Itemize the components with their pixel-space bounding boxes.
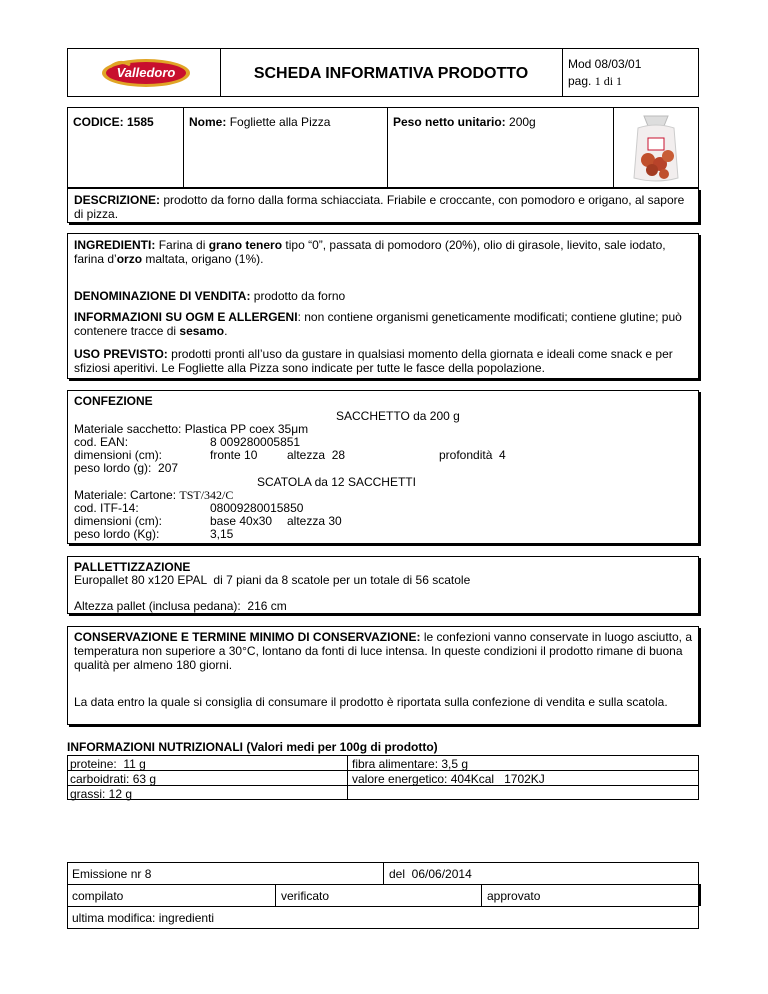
header — [67, 48, 699, 97]
bag-title: SACCHETTO da 200 g — [336, 409, 460, 423]
ogm-text-2: . — [224, 324, 228, 338]
bag-front: fronte 10 — [210, 448, 258, 462]
pallet-box — [67, 556, 699, 614]
weight-value: 200g — [509, 115, 536, 129]
storage-text-2: La data entro la quale si consiglia di consumare il prodotto è riportata sulla confezione di vendita e sulla scatola. — [74, 695, 668, 709]
pallet-line-1: Europallet 80 x120 EPAL di 7 piani da 8 scatole per un totale di 56 scatole — [74, 573, 471, 587]
box-height: altezza 30 — [287, 514, 342, 528]
ingredient-wheat: grano tenero — [208, 238, 283, 252]
bag-depth: profondità 4 — [439, 448, 506, 462]
description-label: DESCRIZIONE: — [74, 193, 161, 207]
box-dim-label: dimensioni (cm): — [74, 514, 163, 528]
ingredients-box — [67, 233, 699, 379]
ean-label: cod. EAN: — [74, 435, 129, 449]
product-photo — [624, 112, 688, 184]
emission-number: Emissione nr 8 — [72, 867, 152, 881]
product-name — [189, 115, 330, 129]
pallet-line-2: Altezza pallet (inclusa pedana): 216 cm — [74, 599, 287, 613]
nutrition-title: INFORMAZIONI NUTRIZIONALI (Valori medi per 100g di prodotto) — [67, 740, 438, 754]
footer-table — [67, 862, 699, 929]
ingredient-barley: orzo — [116, 252, 143, 266]
nutrition-fat: grassi: 12 g — [70, 787, 133, 801]
module-code: Mod 08/03/01 — [568, 57, 642, 71]
denomination-value: prodotto da forno — [253, 289, 346, 303]
ean-value: 8 009280005851 — [210, 435, 301, 449]
box-material-value: TST/342/C — [179, 488, 234, 502]
ogm-label: INFORMAZIONI SU OGM E ALLERGENI — [74, 310, 298, 324]
box-gross-label: peso lordo (Kg): — [74, 527, 160, 541]
compiled-label: compilato — [72, 889, 124, 903]
nutrition-carbs: carboidrati: 63 g — [70, 772, 157, 786]
weight-label: Peso netto unitario: — [393, 115, 506, 129]
storage-label: CONSERVAZIONE E TERMINE MINIMO DI CONSERVAZIONE: — [74, 630, 421, 644]
description-text: prodotto da forno dalla forma schiacciata. Friabile e croccante, con pomodoro e origano, al sapore di pizza. — [74, 193, 685, 221]
box-base: base 40x30 — [210, 514, 273, 528]
itf-value: 08009280015850 — [210, 501, 304, 515]
nutrition-fiber: fibra alimentare: 3,5 g — [352, 757, 469, 771]
page-value: 1 di 1 — [594, 74, 623, 88]
box-title: SCATOLA da 12 SACCHETTI — [257, 475, 416, 489]
name-label: Nome: — [189, 115, 227, 129]
nutrition-protein: proteine: 11 g — [70, 757, 146, 771]
nutrition-table — [67, 755, 699, 800]
page-number — [568, 74, 622, 89]
logo-text: Valledoro — [116, 65, 176, 80]
name-value: Fogliette alla Pizza — [229, 115, 331, 129]
bag-dim-label: dimensioni (cm): — [74, 448, 163, 462]
page-title: SCHEDA INFORMATIVA PRODOTTO — [253, 65, 529, 82]
product-weight — [393, 115, 536, 129]
ingredients-text-2: tipo “0”, passata di pomodoro (20%), olio di girasole, lievito, sale iodato, farina d’ — [74, 238, 666, 266]
ogm-text-1: : non contiene organismi geneticamente modificati; contiene glutine; può contenere tracce di — [74, 310, 682, 338]
usage-value: prodotti pronti all’uso da gustare in qualsiasi momento della giornata e ideali come snack e per sfiziosi aperitivi. Le Fogliette alla Pizza sono indicate per tutte le fasce della popolazione. — [74, 347, 673, 375]
allergen-sesame: sesamo — [179, 324, 225, 338]
product-code: CODICE: 1585 — [73, 115, 154, 129]
denomination-label: DENOMINAZIONE DI VENDITA: — [74, 289, 251, 303]
emission-date: del 06/06/2014 — [389, 867, 472, 881]
ingredients-text-3: maltata, origano (1%). — [145, 252, 264, 266]
ingredients-text-1: Farina di — [158, 238, 206, 252]
bag-material: Materiale sacchetto: Plastica PP coex 35μm — [74, 422, 309, 436]
bag-height: altezza 28 — [287, 448, 346, 462]
itf-label: cod. ITF-14: — [74, 501, 139, 515]
box-material-label: Materiale: Cartone: — [74, 488, 177, 502]
usage-label: USO PREVISTO: — [74, 347, 168, 361]
page-prefix: pag. — [568, 74, 592, 88]
nutrition-energy: valore energetico: 404Kcal 1702KJ — [352, 772, 545, 786]
verified-label: verificato — [281, 889, 330, 903]
packaging-label: CONFEZIONE — [74, 394, 153, 408]
company-logo — [100, 57, 192, 89]
product-info — [67, 107, 699, 188]
packaging-box — [67, 390, 699, 544]
approved-label: approvato — [487, 889, 541, 903]
storage-box — [67, 626, 699, 725]
storage-text: le confezioni vanno conservate in luogo asciutto, a temperatura non superiore a 30°C, lontano da fonti di luce intensa. In queste condizioni il prodotto rimane di buona qualità per almeno 180 giorni. — [74, 630, 692, 672]
pallet-label: PALLETTIZZAZIONE — [74, 560, 191, 574]
box-gross-value: 3,15 — [210, 527, 234, 541]
last-change: ultima modifica: ingredienti — [72, 911, 215, 925]
ingredients-label: INGREDIENTI: — [74, 238, 156, 252]
bag-gross-weight: peso lordo (g): 207 — [74, 461, 179, 475]
description-box — [67, 188, 699, 223]
